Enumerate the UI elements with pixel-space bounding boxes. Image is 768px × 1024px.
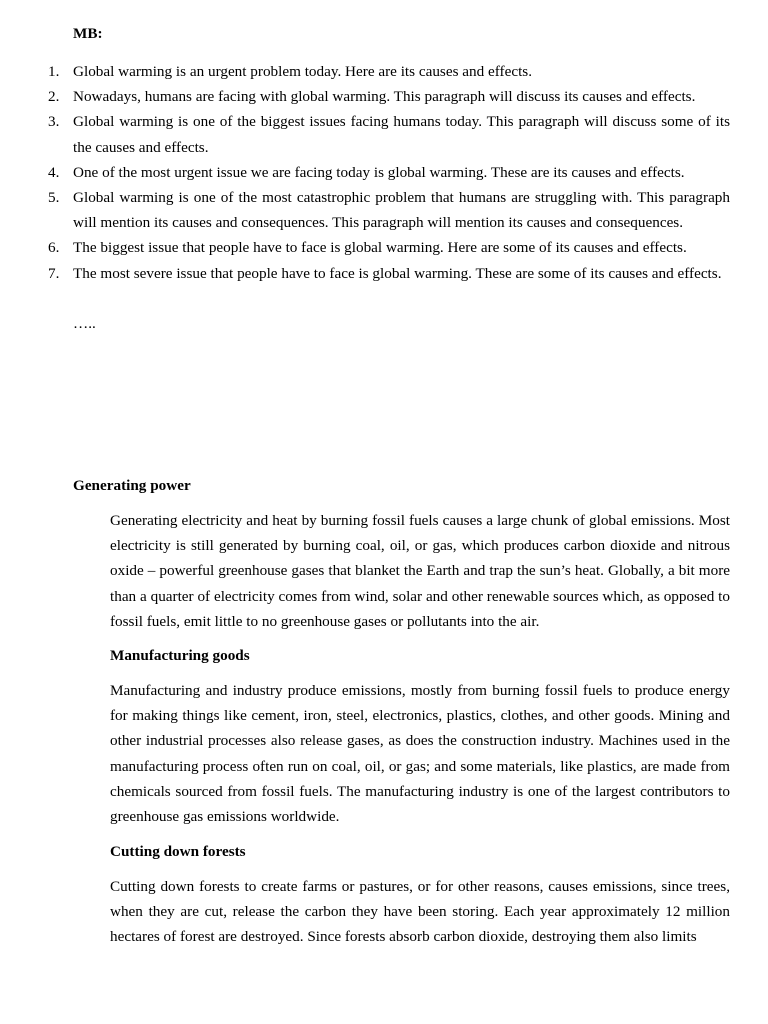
section-heading-manufacturing-goods: Manufacturing goods [110,647,250,664]
section-heading-cutting-down-forests: Cutting down forests [110,843,246,860]
section-heading-generating-power: Generating power [73,477,191,494]
section-body-generating-power: Generating electricity and heat by burning fossil fuels causes a large chunk of global emissions. Most electricity is still generated by burning coal, oil, or gas, which produces carbon dioxide and nitrous oxide – powerful greenhouse gases that blanket the Earth and trap the sun’s heat. Globally, a bit more than a quarter of electricity comes from wind, solar and other renewable sources which, as opposed to fossil fuels, emit little to no greenhouse gases or pollutants into the air. [110,512,730,630]
list-item [48,261,730,286]
list-item [48,84,730,109]
list-item [48,160,730,185]
list-item-text: The biggest issue that people have to face is global warming. Here are some of its causes and effects. [73,239,687,257]
list-number: 6. [48,239,60,257]
list-item [48,185,730,235]
list-number: 1. [48,63,60,80]
section-body-manufacturing-goods: Manufacturing and industry produce emissions, mostly from burning fossil fuels to produce energy for making things like cement, iron, steel, electronics, plastics, clothes, and other goods. Mining and other industrial processes also release gases, as does the construction industry. Machines used in the manufacturing process often run on coal, oil, or gas; and some materials, like plastics, are made from chemicals sourced from fossil fuels. The manufacturing industry is one of the largest contributors to greenhouse gas emissions worldwide. [110,682,730,826]
ellipsis-text: ….. [73,315,96,332]
list-item-text: The most severe issue that people have to face is global warming. These are some of its causes and effects. [73,264,722,282]
list-number: 4. [48,163,60,181]
list-number: 3. [48,113,60,131]
list-item-text: Global warming is an urgent problem today. Here are its causes and effects. [73,63,532,80]
list-item [48,59,730,84]
list-item-text: Global warming is one of the most catastrophic problem that humans are struggling with. This paragraph will mention its causes and consequences. This paragraph will mention its causes and consequences. [73,189,730,232]
list-item-text: Nowadays, humans are facing with global warming. This paragraph will discuss its causes and effects. [73,88,696,106]
section-body-cutting-down-forests: Cutting down forests to create farms or pastures, or for other reasons, causes emissions, since trees, when they are cut, release the carbon they have been storing. Each year approximately 12 million hectares of forest are destroyed. Since forests absorb carbon dioxide, destroying them also limits [110,878,730,946]
list-number: 5. [48,189,60,207]
list-item [48,235,730,260]
list-item [48,109,730,159]
list-item-text: Global warming is one of the biggest issues facing humans today. This paragraph will discuss some of its the causes and effects. [73,113,730,156]
opener-list [48,59,730,286]
list-item-text: One of the most urgent issue we are facing today is global warming. These are its causes and effects. [73,163,685,181]
list-number: 2. [48,88,60,106]
header-label: MB: [73,25,103,42]
list-number: 7. [48,264,60,282]
